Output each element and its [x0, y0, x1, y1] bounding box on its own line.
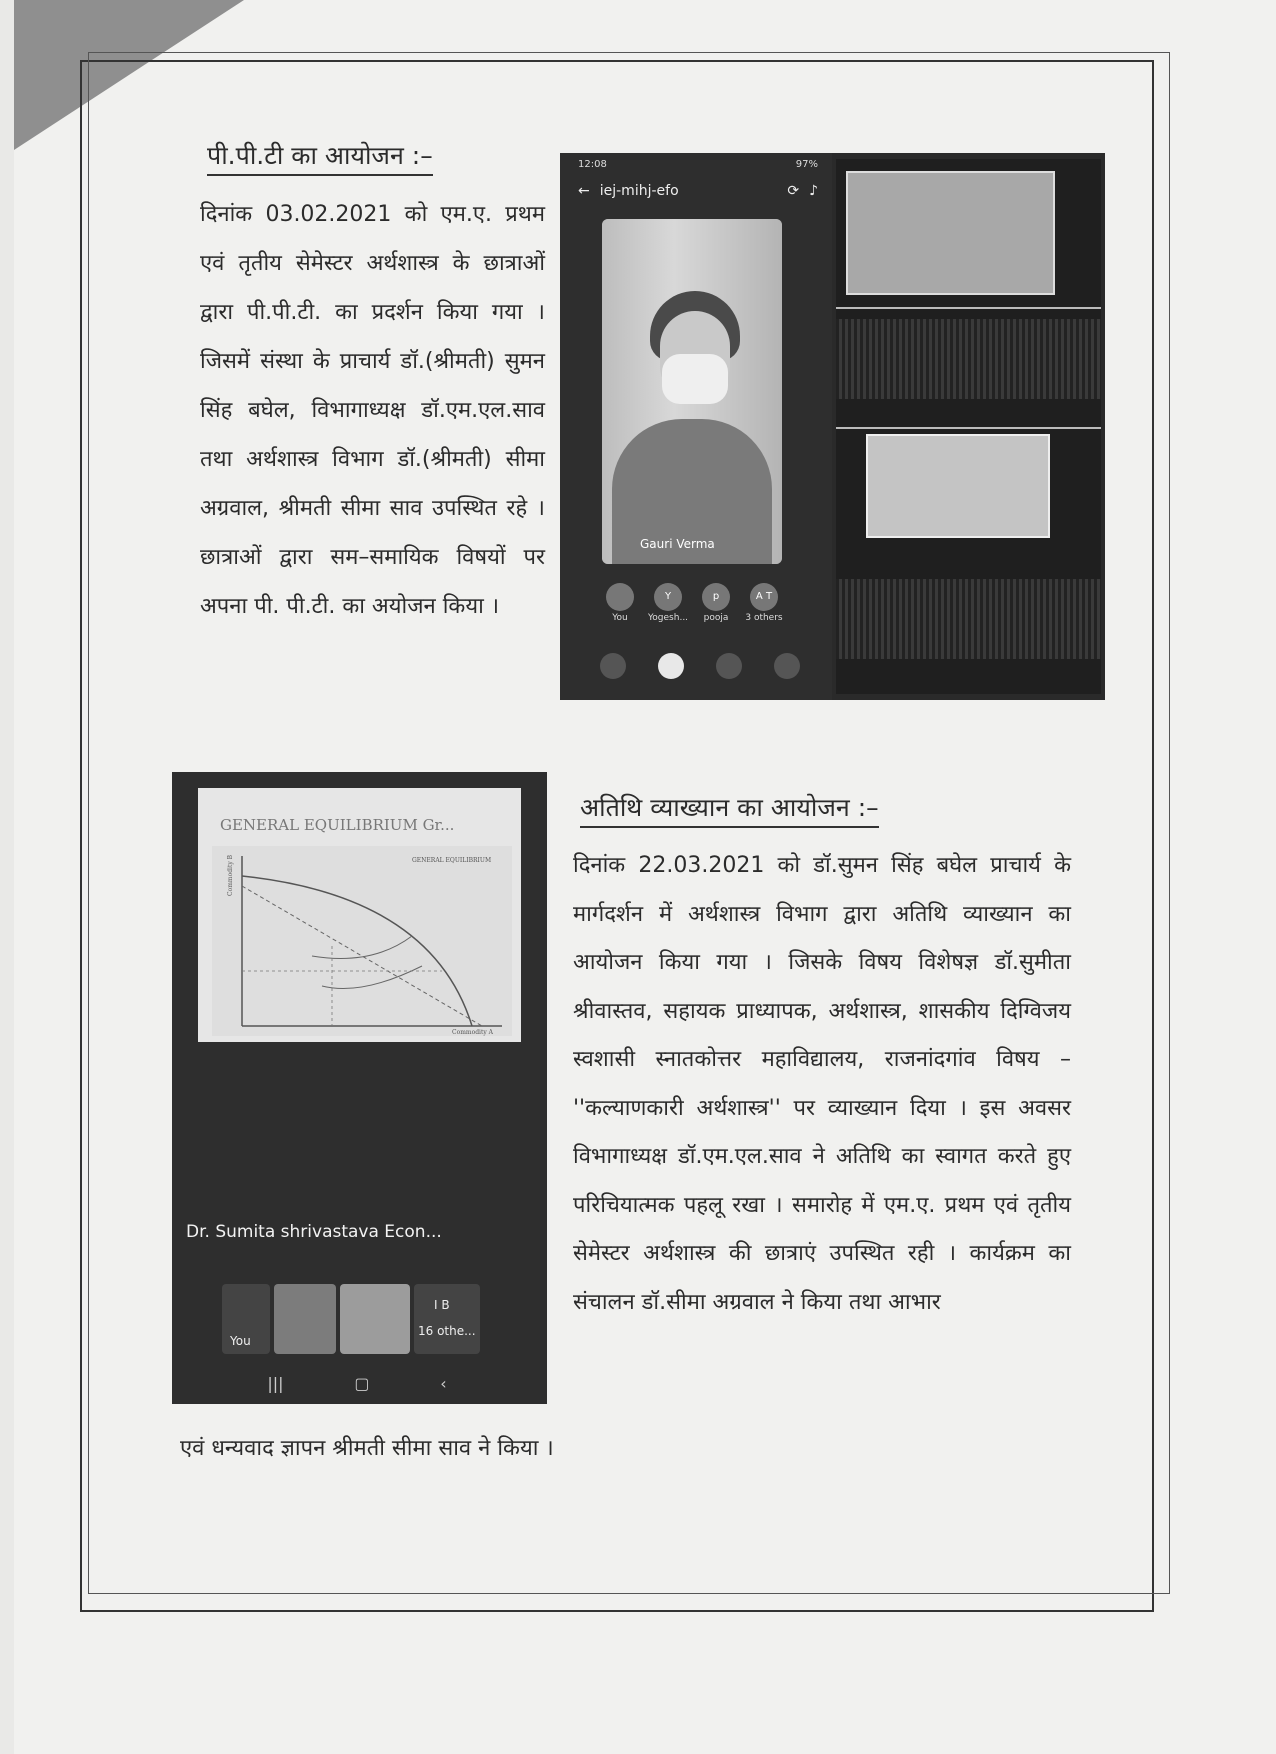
axis-y-label: Commodity B: [227, 854, 234, 896]
shared-document-1: [846, 171, 1055, 295]
shared-screen-panes: [836, 159, 1101, 694]
presentation-slide: [198, 788, 521, 1042]
participant[interactable]: Y Yogesh...: [648, 583, 688, 623]
participant-thumbnails: You I B 16 othe...: [222, 1284, 522, 1354]
participant[interactable]: You: [600, 583, 640, 623]
meeting-code[interactable]: iej-mihj-efo: [599, 183, 679, 199]
guest-lecture-paragraph-end: एवं धन्यवाद ज्ञापन श्रीमती सीमा साव ने किया ।: [180, 1436, 554, 1461]
diagram-label: GENERAL EQUILIBRIUM: [412, 857, 492, 864]
battery-level: 97%: [795, 159, 818, 170]
meet-screenshot-1: [560, 153, 1105, 700]
ppt-heading: पी.पी.टी का आयोजन :–: [207, 138, 433, 176]
call-controls: [600, 653, 800, 679]
more-options-icon[interactable]: [774, 653, 800, 679]
participant[interactable]: A T 3 others: [744, 583, 784, 623]
participant[interactable]: p pooja: [696, 583, 736, 623]
end-call-icon[interactable]: [600, 653, 626, 679]
switch-camera-icon[interactable]: ⟳: [787, 183, 800, 199]
microphone-icon[interactable]: [716, 653, 742, 679]
axis-x-label: Commodity A: [452, 1029, 493, 1036]
shared-document-2: [866, 434, 1050, 538]
camera-off-icon[interactable]: [658, 653, 684, 679]
back-arrow-icon[interactable]: ←: [578, 183, 590, 199]
ppt-paragraph: दिनांक 03.02.2021 को एम.ए. प्रथम एवं तृतीय सेमेस्टर अर्थशास्त्र के छात्राओं द्वारा पी.पी.टी. का प्रदर्शन किया गया । जिसमें संस्था के प्राचार्य डॉ.(श्रीमती) सुमन सिंह बघेल, विभागाध्यक्ष डॉ.एम.एल.साव तथा अर्थशास्त्र विभाग डॉ.(श्रीमती) सीमा अग्रवाल, श्रीमती सीमा साव उपस्थित रहे । छात्राओं द्वारा सम–समायिक विषयों पर अपना पी. पी.टी. का अयोजन किया ।: [200, 202, 545, 619]
android-nav-bar: [232, 1374, 482, 1393]
status-bar: [578, 159, 818, 170]
recent-apps-icon[interactable]: |||: [267, 1374, 284, 1393]
speaker-name: Gauri Verma: [640, 537, 715, 551]
speaker-icon[interactable]: ♪: [809, 183, 818, 199]
phone-screen: [560, 153, 832, 700]
guest-lecture-heading: अतिथि व्याख्यान का आयोजन :–: [580, 790, 879, 828]
meet-screenshot-2: [172, 772, 547, 1404]
participant-strip: [600, 583, 800, 623]
back-icon[interactable]: ‹: [440, 1374, 447, 1393]
presenter-name: Dr. Sumita shrivastava Econ...: [186, 1222, 442, 1242]
slide-title: GENERAL EQUILIBRIUM Gr...: [220, 816, 455, 834]
status-time: 12:08: [578, 159, 607, 170]
face-mask: [662, 354, 728, 404]
video-tile: [602, 219, 782, 564]
equilibrium-diagram: [212, 846, 512, 1036]
others-thumbnail[interactable]: [414, 1284, 480, 1354]
guest-lecture-paragraph: दिनांक 22.03.2021 को डॉ.सुमन सिंह बघेल प्राचार्य के मार्गदर्शन में अर्थशास्त्र विभाग द्वारा अतिथि व्याख्यान का आयोजन किया गया । जिसके विषय विशेषज्ञ डॉ.सुमीता श्रीवास्तव, सहायक प्राध्यापक, अर्थशास्त्र, शासकीय दिग्विजय स्वशासी स्नातकोत्तर महाविद्यालय, राजनांदगांव विषय – ''कल्याणकारी अर्थशास्त्र'' पर व्याख्यान दिया । इस अवसर विभागाध्यक्ष डॉ.एम.एल.साव ने अतिथि का स्वागत करते हुए परिचियात्मक पहलू रखा । समारोह में एम.ए. प्रथम एवं तृतीय सेमेस्टर अर्थशास्त्र की छात्राएं उपस्थित रही । कार्यक्रम का संचालन डॉ.सीमा अग्रवाल ने किया तथा आभार: [573, 853, 1071, 1315]
meeting-bar: [578, 179, 818, 203]
home-icon[interactable]: ▢: [354, 1374, 370, 1393]
participant-thumbnail[interactable]: [274, 1284, 336, 1354]
participant-thumbnail[interactable]: [340, 1284, 410, 1354]
